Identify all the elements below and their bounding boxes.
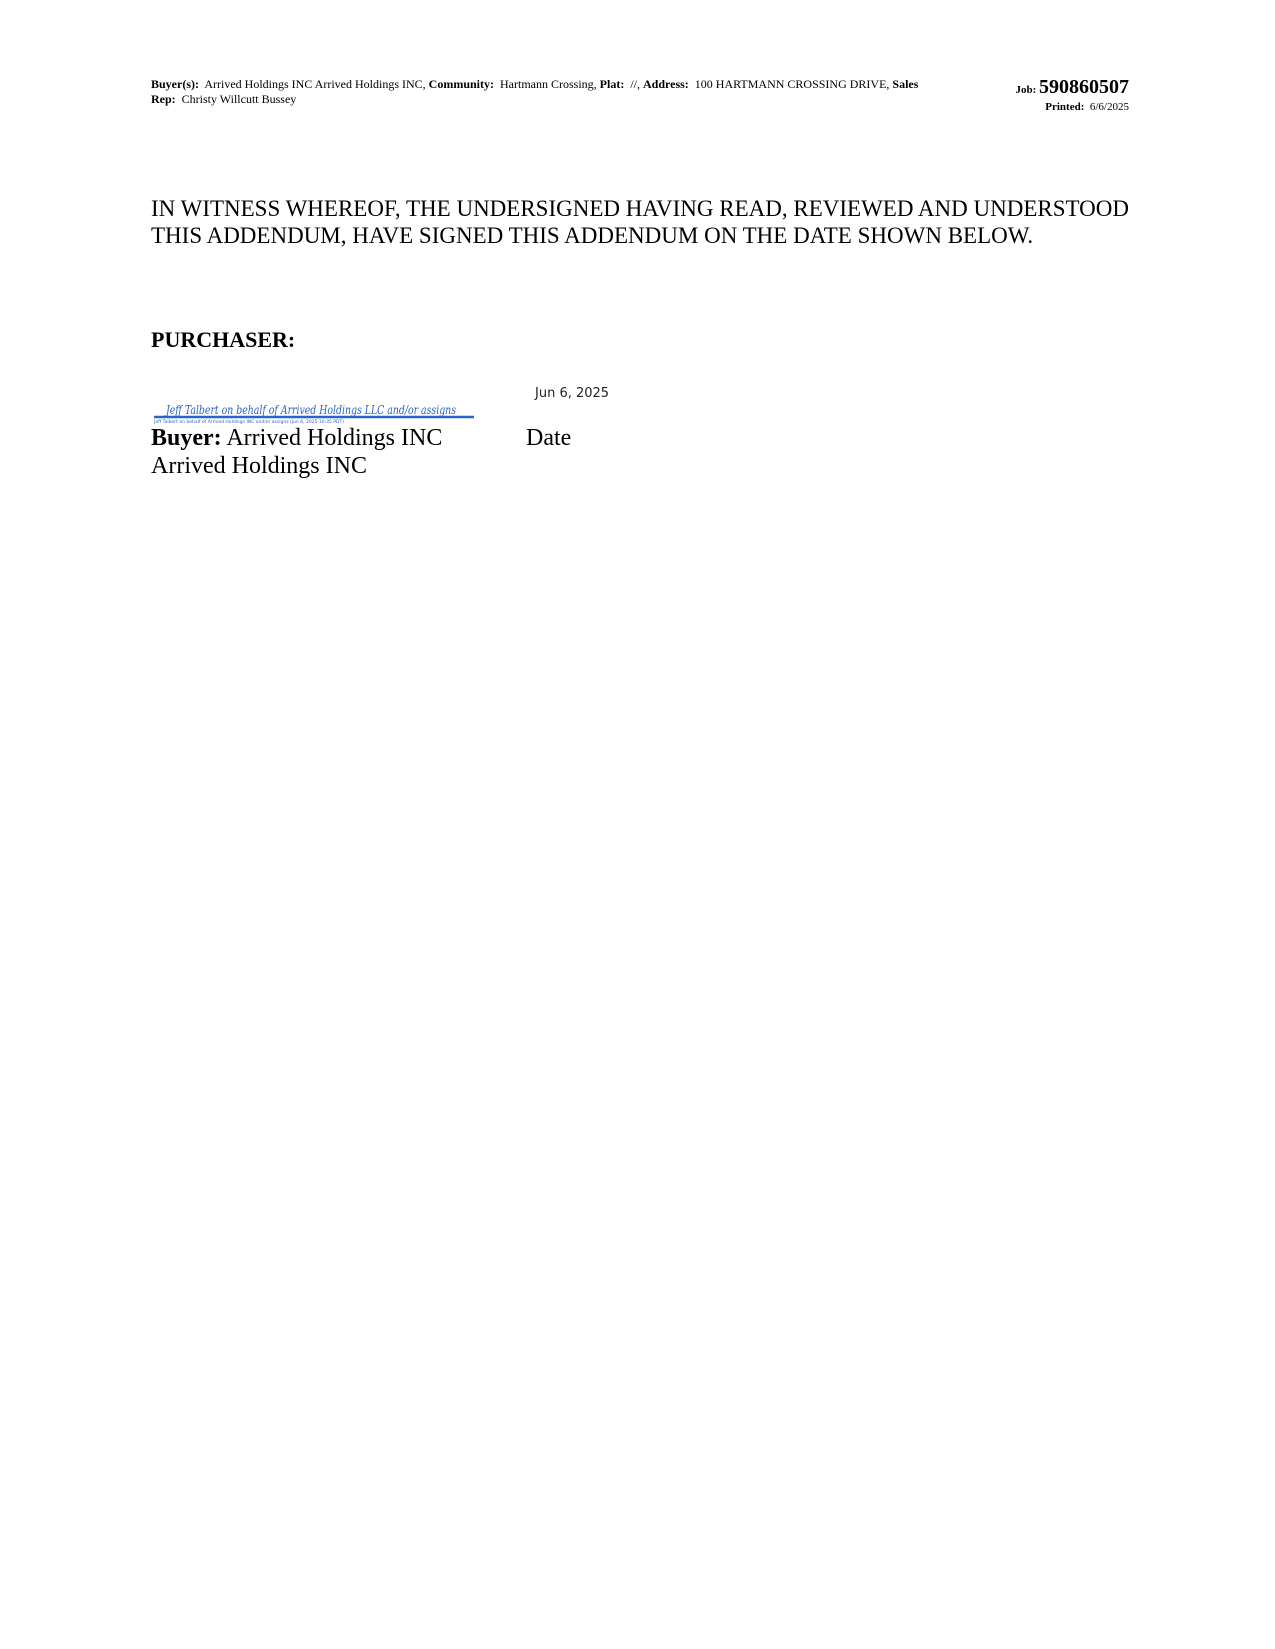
job-label: Job: [1015,84,1037,96]
date-label: Date [526,425,572,451]
job-line [929,76,1129,101]
signature-svg [152,400,476,424]
address-label: Address: [643,77,689,91]
printed-label: Printed: [1045,101,1085,113]
buyers-value: Arrived Holdings INC Arrived Holdings INC, [204,77,426,91]
witness-clause: IN WITNESS WHEREOF, THE UNDERSIGNED HAVING READ, REVIEWED AND UNDERSTOOD THIS ADDENDUM, HAVE SIGNED THIS ADDENDUM ON THE DATE SHOWN BELOW. [151,196,1129,248]
header-job-info [929,76,1129,114]
address-value: 100 HARTMANN CROSSING DRIVE, [694,77,890,91]
header-details [151,77,961,107]
purchaser-heading: PURCHASER: [151,327,296,352]
community-value: Hartmann Crossing, [500,77,597,91]
signature-date-stamp: Jun 6, 2025 [535,386,610,401]
buyer-label: Buyer: [151,425,222,451]
signature-script: Jeff Talbert on behalf of Arrived Holdings LLC and/or assigns [163,403,456,417]
sales-rep-label-1: Sales [892,77,919,91]
buyer-name-line-2: Arrived Holdings INC [151,453,367,479]
signature-fine-print: Jeff Talbert on behalf of Arrived Holdings INC and/or assigns (Jun 6, 2025 10:35 PDT) [154,420,344,425]
printed-line [929,101,1129,114]
buyers-label: Buyer(s): [151,77,199,91]
signature-image [152,400,476,424]
plat-label: Plat: [599,77,625,91]
plat-value: //, [630,77,640,91]
sales-rep-label-2: Rep: [151,92,176,106]
buyer-block [151,424,442,480]
printed-date: 6/6/2025 [1089,101,1129,113]
sales-rep-value: Christy Willcutt Bussey [181,92,297,106]
buyer-name-line-1: Arrived Holdings INC [226,425,443,451]
job-number: 590860507 [1039,76,1129,98]
community-label: Community: [428,77,495,91]
